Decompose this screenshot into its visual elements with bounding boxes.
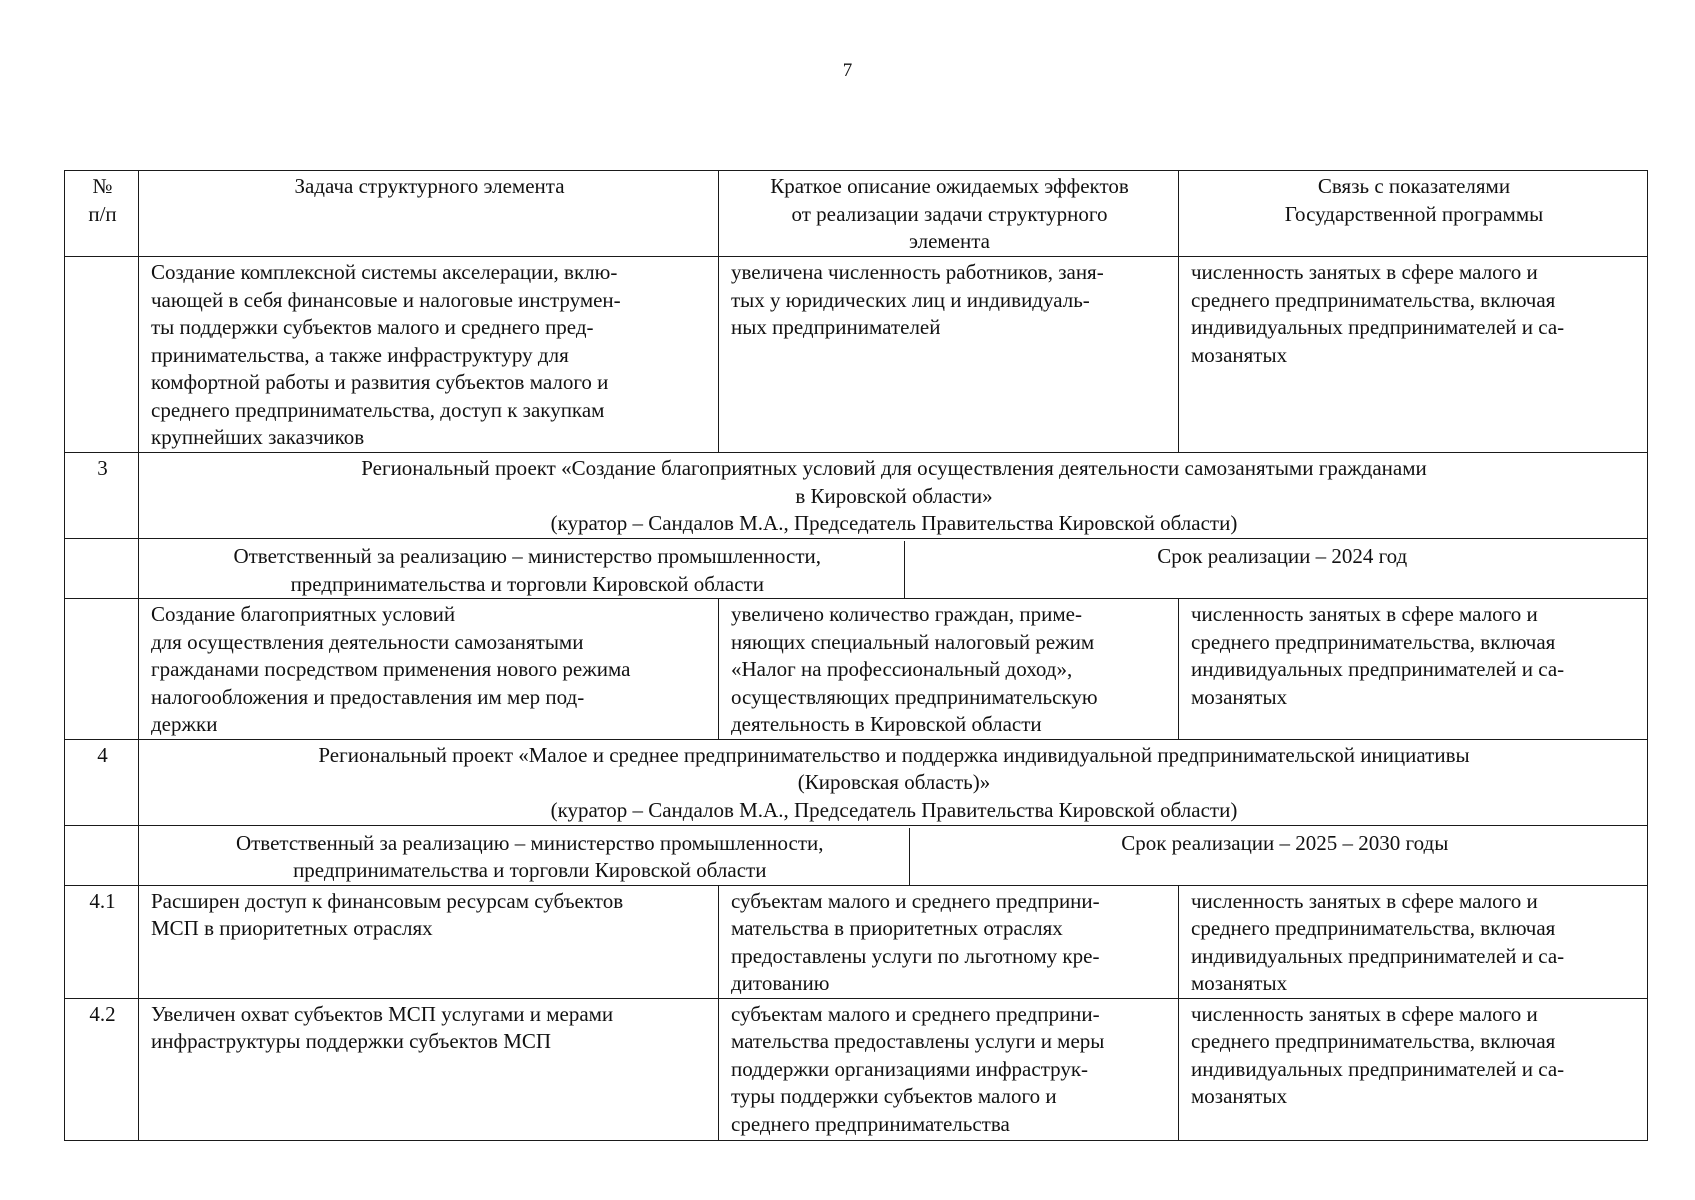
row-num bbox=[65, 599, 139, 740]
table-header-row bbox=[65, 171, 1648, 257]
project-4-meta bbox=[139, 825, 1648, 885]
row-indicators: численность занятых в сфере малого и среднего предпринимательства, включая индивидуальных предпринимателей и са- мозанятых bbox=[1179, 885, 1648, 998]
table-row bbox=[65, 885, 1648, 998]
project-4-responsible: Ответственный за реализацию – министерство промышленности, предпринимательства и торговли Кировской области bbox=[151, 828, 909, 885]
page-number: 7 bbox=[842, 60, 853, 81]
project-responsible-row bbox=[65, 825, 1648, 885]
project-title-row bbox=[65, 453, 1648, 539]
row-effects: увеличена численность работников, заня- тых у юридических лиц и индивидуаль- ных предпринимателей bbox=[719, 257, 1179, 453]
header-task: Задача структурного элемента bbox=[139, 171, 719, 257]
project-3-num: 3 bbox=[65, 453, 139, 539]
header-effects: Краткое описание ожидаемых эффектов от реализации задачи структурного элемента bbox=[719, 171, 1179, 257]
row-task: Увеличен охват субъектов МСП услугами и мерами инфраструктуры поддержки субъектов МСП bbox=[139, 998, 719, 1140]
row-task: Создание благоприятных условий для осуществления деятельности самозанятыми гражданами посредством применения нового режима налогообложения и предоставления им мер под- держки bbox=[139, 599, 719, 740]
project-3-title: Региональный проект «Создание благоприятных условий для осуществления деятельности самозанятыми гражданами в Кировской области» (куратор – Сандалов М.А., Председатель Правительства Кировской области) bbox=[139, 453, 1648, 539]
header-num: № п/п bbox=[65, 171, 139, 257]
row-num bbox=[65, 257, 139, 453]
project-4-deadline: Срок реализации – 2025 – 2030 годы bbox=[1121, 830, 1449, 855]
row-effects: субъектам малого и среднего предприни- мательства в приоритетных отраслях предоставлены услуги по льготному кре- дитованию bbox=[719, 885, 1179, 998]
row-num: 4.2 bbox=[65, 998, 139, 1140]
project-title-row bbox=[65, 739, 1648, 825]
row-num: 4.1 bbox=[65, 885, 139, 998]
project-4-title: Региональный проект «Малое и среднее предпринимательство и поддержка индивидуальной предпринимательской инициативы (Кировская область)» (куратор – Сандалов М.А., Председатель Правительства Кировской области) bbox=[139, 739, 1648, 825]
row-indicators: численность занятых в сфере малого и среднего предпринимательства, включая индивидуальных предпринимателей и са- мозанятых bbox=[1179, 599, 1648, 740]
row-num bbox=[65, 825, 139, 885]
row-num bbox=[65, 539, 139, 599]
project-4-num: 4 bbox=[65, 739, 139, 825]
program-table bbox=[64, 170, 1648, 1141]
project-3-responsible: Ответственный за реализацию – министерство промышленности, предпринимательства и торговли Кировской области bbox=[151, 541, 904, 598]
table-row bbox=[65, 998, 1648, 1140]
project-3-meta bbox=[139, 539, 1648, 599]
row-indicators: численность занятых в сфере малого и среднего предпринимательства, включая индивидуальных предпринимателей и са- мозанятых bbox=[1179, 257, 1648, 453]
header-indicators: Связь с показателями Государственной программы bbox=[1179, 171, 1648, 257]
row-effects: увеличено количество граждан, приме- няющих специальный налоговый режим «Налог на профессиональный доход», осуществляющих предпринимательскую деятельность в Кировской области bbox=[719, 599, 1179, 740]
table-row bbox=[65, 599, 1648, 740]
project-responsible-row bbox=[65, 539, 1648, 599]
row-effects: субъектам малого и среднего предприни- мательства предоставлены услуги и меры поддержки организациями инфраструк- туры поддержки субъектов малого и среднего предпринимательства bbox=[719, 998, 1179, 1140]
row-task: Создание комплексной системы акселерации, вклю- чающей в себя финансовые и налоговые инструмен- ты поддержки субъектов малого и среднего пред- принимательства, а также инфраструктуру для комфортной работы и развития субъектов малого и среднего предпринимательства, доступ к закупкам крупнейших заказчиков bbox=[139, 257, 719, 453]
row-indicators: численность занятых в сфере малого и среднего предпринимательства, включая индивидуальных предпринимателей и са- мозанятых bbox=[1179, 998, 1648, 1140]
project-3-deadline: Срок реализации – 2024 год bbox=[1157, 544, 1408, 568]
row-task: Расширен доступ к финансовым ресурсам субъектов МСП в приоритетных отраслях bbox=[139, 885, 719, 998]
table-row bbox=[65, 257, 1648, 453]
